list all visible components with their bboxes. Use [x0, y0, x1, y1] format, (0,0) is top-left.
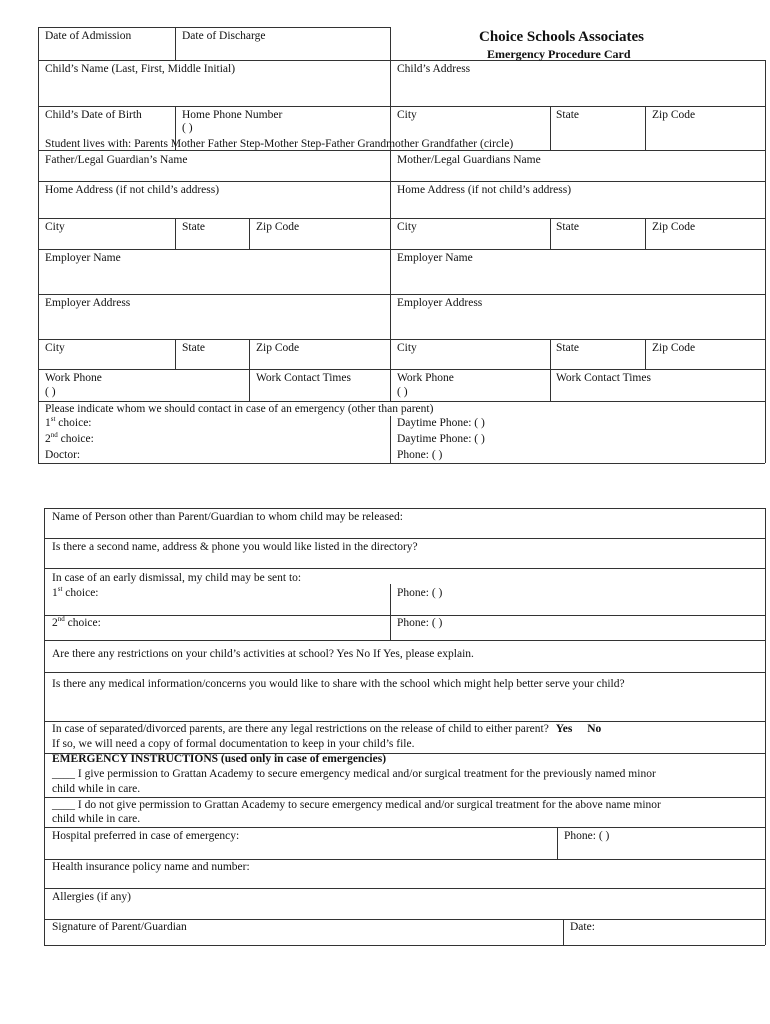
second-name-field[interactable]: Is there a second name, address & phone you would like listed in the directory? [52, 541, 418, 553]
mother-city-field[interactable]: City [397, 221, 417, 233]
dismissal-choice-1-label: choice: [62, 587, 99, 599]
separated-no-option[interactable]: No [587, 723, 602, 735]
emergency-choice-2-field[interactable] [45, 433, 94, 446]
mother-employer-city-field[interactable]: City [397, 342, 417, 354]
father-employer-city-field[interactable]: City [45, 342, 65, 354]
date-of-discharge-field[interactable]: Date of Discharge [182, 30, 266, 42]
permission-grant-option[interactable]: ____ I give permission to Grattan Academy to secure emergency medical and/or surgical treatment for the previously named minor [52, 768, 656, 780]
child-address-field[interactable]: Child’s Address [397, 63, 471, 75]
card-1 [0, 0, 770, 470]
father-home-address-field[interactable]: Home Address (if not child’s address) [45, 184, 220, 196]
father-employer-name-field[interactable]: Employer Name [45, 252, 121, 264]
separated-parents-text: In case of separated/divorced parents, are there any legal restrictions on the release of child to either parent? [52, 723, 549, 735]
doctor-field[interactable]: Doctor: [45, 449, 81, 461]
mother-work-phone-field[interactable]: Work Phone [397, 372, 454, 384]
permission-grant-continued: child while in care. [52, 783, 141, 795]
card-title: Choice Schools Associates [479, 29, 644, 45]
mother-employer-address-field[interactable]: Employer Address [397, 297, 483, 309]
student-lives-with[interactable]: Student lives with: Parents Mother Father Step-Mother Step-Father Grandmother Grandfather (circle) [45, 138, 514, 150]
father-employer-state-field[interactable]: State [182, 342, 205, 354]
father-city-field[interactable]: City [45, 221, 65, 233]
dismissal-choice-1-phone-field[interactable]: Phone: ( ) [397, 587, 443, 599]
mother-employer-zip-field[interactable]: Zip Code [652, 342, 696, 354]
dismissal-choice-1-field[interactable] [52, 587, 99, 600]
father-zip-field[interactable]: Zip Code [256, 221, 300, 233]
allergies-field[interactable]: Allergies (if any) [52, 891, 131, 903]
dismissal-choice-2-field[interactable] [52, 617, 101, 630]
mother-employer-name-field[interactable]: Employer Name [397, 252, 473, 264]
father-work-contact-times-field[interactable]: Work Contact Times [256, 372, 351, 384]
child-state-field[interactable]: State [556, 109, 579, 121]
doctor-phone-field[interactable]: Phone: ( ) [397, 449, 443, 461]
child-city-field[interactable]: City [397, 109, 417, 121]
emergency-contact-instruction: Please indicate whom we should contact in case of an emergency (other than parent) [45, 403, 434, 415]
insurance-field[interactable]: Health insurance policy name and number: [52, 861, 250, 873]
dismissal-choice-1-suffix: st [57, 585, 63, 594]
signature-date-field[interactable]: Date: [570, 921, 595, 933]
separated-yes-option[interactable]: Yes [555, 723, 573, 735]
early-dismissal-label: In case of an early dismissal, my child may be sent to: [52, 572, 302, 584]
home-phone-field[interactable]: Home Phone Number [182, 109, 283, 121]
card-subtitle: Emergency Procedure Card [487, 47, 631, 61]
emergency-instructions-heading: EMERGENCY INSTRUCTIONS (used only in case of emergencies) [52, 753, 387, 765]
card-2 [0, 500, 770, 970]
emergency-choice-1-field[interactable] [45, 417, 92, 430]
hospital-field[interactable]: Hospital preferred in case of emergency: [52, 830, 240, 842]
mother-state-field[interactable]: State [556, 221, 579, 233]
choice-1-label: choice: [55, 417, 92, 429]
child-name-field[interactable]: Child’s Name (Last, First, Middle Initial) [45, 63, 236, 75]
father-employer-zip-field[interactable]: Zip Code [256, 342, 300, 354]
formal-documentation-note: If so, we will need a copy of formal documentation to keep in your child’s file. [52, 738, 415, 750]
father-state-field[interactable]: State [182, 221, 205, 233]
choice-1-suffix: st [50, 415, 56, 424]
choice-2-daytime-phone-field[interactable]: Daytime Phone: ( ) [397, 433, 485, 445]
child-zip-field[interactable]: Zip Code [652, 109, 696, 121]
home-phone-paren: ( ) [182, 122, 193, 134]
dismissal-choice-2-label: choice: [64, 617, 101, 629]
permission-deny-continued: child while in care. [52, 813, 141, 825]
mother-work-phone-paren: ( ) [397, 386, 408, 398]
choice-2-label: choice: [57, 433, 94, 445]
mother-home-address-field[interactable]: Home Address (if not child’s address) [397, 184, 572, 196]
permission-deny-option[interactable]: ____ I do not give permission to Grattan Academy to secure emergency medical and/or surgical treatment for the above name minor [52, 799, 661, 811]
restrictions-field[interactable]: Are there any restrictions on your child’s activities at school? Yes No If Yes, please explain. [52, 648, 474, 660]
mother-work-contact-times-field[interactable]: Work Contact Times [556, 372, 651, 384]
choice-1-number: 1 [45, 417, 51, 429]
father-work-phone-paren: ( ) [45, 386, 56, 398]
choice-1-daytime-phone-field[interactable]: Daytime Phone: ( ) [397, 417, 485, 429]
date-of-admission-field[interactable]: Date of Admission [45, 30, 132, 42]
father-name-field[interactable]: Father/Legal Guardian’s Name [45, 154, 188, 166]
dismissal-choice-2-number: 2 [52, 617, 58, 629]
hospital-phone-field[interactable]: Phone: ( ) [564, 830, 610, 842]
choice-2-number: 2 [45, 433, 51, 445]
mother-name-field[interactable]: Mother/Legal Guardians Name [397, 154, 541, 166]
father-work-phone-field[interactable]: Work Phone [45, 372, 102, 384]
separated-parents-question[interactable] [52, 723, 601, 736]
dismissal-choice-2-phone-field[interactable]: Phone: ( ) [397, 617, 443, 629]
mother-zip-field[interactable]: Zip Code [652, 221, 696, 233]
signature-field[interactable]: Signature of Parent/Guardian [52, 921, 187, 933]
medical-info-field[interactable]: Is there any medical information/concerns you would like to share with the school which might help better serve your child? [52, 678, 625, 690]
mother-employer-state-field[interactable]: State [556, 342, 579, 354]
choice-2-suffix: nd [50, 431, 58, 440]
release-person-field[interactable]: Name of Person other than Parent/Guardian to whom child may be released: [52, 511, 403, 523]
father-employer-address-field[interactable]: Employer Address [45, 297, 131, 309]
dismissal-choice-1-number: 1 [52, 587, 58, 599]
dismissal-choice-2-suffix: nd [57, 615, 65, 624]
child-dob-field[interactable]: Child’s Date of Birth [45, 109, 142, 121]
